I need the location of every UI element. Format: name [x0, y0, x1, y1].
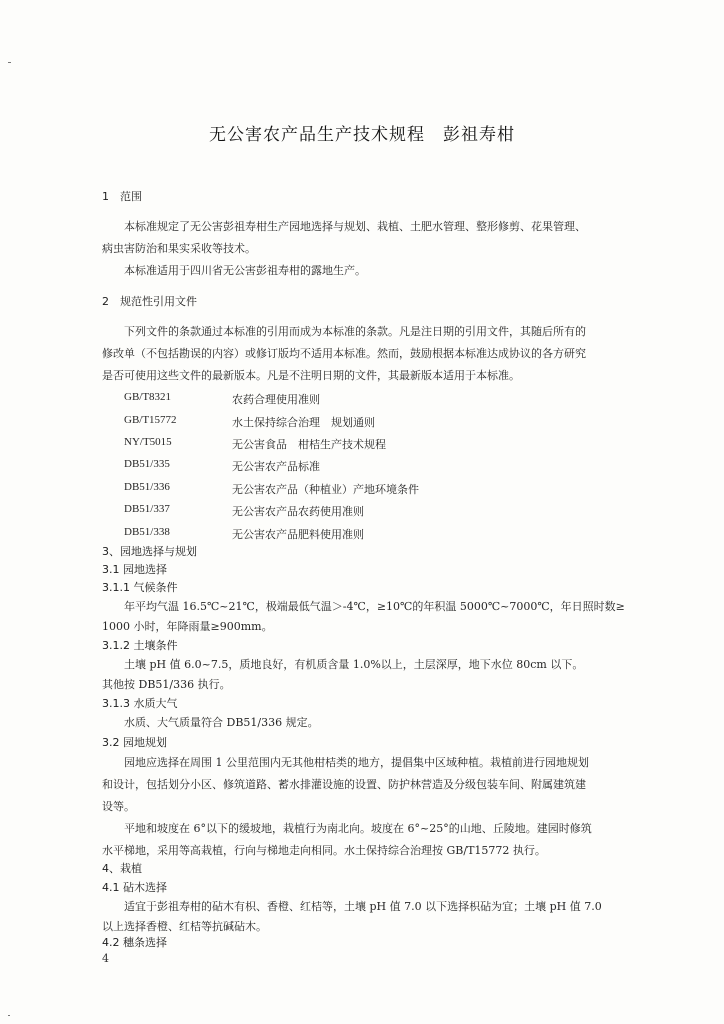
paragraph-line: 水质、大气质量符合 DB51/336 规定。	[124, 716, 319, 729]
paragraph-line: 本标准规定了无公害彭祖寿柑生产园地选择与规划、栽植、土肥水管理、整形修剪、花果管理、	[124, 220, 586, 233]
section-3-1-heading: 3.1 园地选择	[102, 563, 167, 576]
reference-code: DB51/336	[124, 481, 170, 493]
reference-code: GB/T15772	[124, 414, 177, 426]
reference-code: DB51/338	[124, 526, 170, 538]
section-3-1-3-heading: 3.1.3 水质大气	[102, 697, 178, 710]
reference-code: GB/T8321	[124, 391, 172, 403]
scan-edge-mark	[8, 1015, 10, 1016]
paragraph-line: 以上选择香橙、红桔等抗碱砧木。	[102, 920, 267, 933]
section-2-heading: 2 规范性引用文件	[102, 295, 197, 308]
section-4-heading: 4、栽植	[102, 862, 142, 875]
paragraph-line: 和设计，包括划分小区、修筑道路、蓄水排灌设施的设置、防护林营造及分级包装车间、附属建筑建	[102, 778, 586, 791]
paragraph-line: 其他按 DB51/336 执行。	[102, 678, 231, 691]
reference-title: 无公害农产品农药使用准则	[232, 505, 364, 518]
paragraph-line: 园地应选择在周围 1 公里范围内无其他柑桔类的地方，提倡集中区域种植。栽植前进行园地规划	[124, 756, 589, 769]
paragraph-line: 是否可使用这些文件的最新版本。凡是不注明日期的文件，其最新版本适用于本标准。	[102, 369, 520, 382]
reference-code: NY/T5015	[124, 436, 172, 448]
section-4-1-heading: 4.1 砧木选择	[102, 881, 167, 894]
section-3-heading: 3、园地选择与规划	[102, 545, 197, 558]
reference-title: 无公害农产品（种植业）产地环境条件	[232, 483, 419, 496]
page-number: 4	[102, 952, 109, 965]
reference-title: 无公害农产品肥料使用准则	[232, 528, 364, 541]
scan-edge-mark	[8, 62, 11, 63]
section-1-heading: 1 范围	[102, 190, 142, 203]
paragraph-line: 下列文件的条款通过本标准的引用而成为本标准的条款。凡是注日期的引用文件，其随后所有的	[124, 325, 586, 338]
paragraph-line: 病虫害防治和果实采收等技术。	[102, 242, 256, 255]
reference-title: 农药合理使用准则	[232, 393, 320, 406]
section-4-2-heading: 4.2 穗条选择	[102, 936, 167, 949]
document-title: 无公害农产品生产技术规程 彭祖寿柑	[209, 125, 515, 145]
section-3-1-2-heading: 3.1.2 土壤条件	[102, 639, 178, 652]
paragraph-line: 修改单（不包括勘误的内容）或修订版均不适用本标准。然而，鼓励根据本标准达成协议的各方研究	[102, 347, 586, 360]
paragraph-line: 1000 小时，年降雨量≥900mm。	[102, 620, 273, 633]
paragraph-line: 本标准适用于四川省无公害彭祖寿柑的露地生产。	[124, 264, 366, 277]
reference-title: 无公害农产品标准	[232, 460, 320, 473]
reference-title: 无公害食品 柑桔生产技术规程	[232, 438, 386, 451]
section-3-2-heading: 3.2 园地规划	[102, 736, 167, 749]
paragraph-line: 水平梯地，采用等高栽植，行向与梯地走向相同。水土保持综合治理按 GB/T15772 执行。	[102, 844, 546, 857]
reference-code: DB51/335	[124, 458, 170, 470]
paragraph-line: 平地和坡度在 6°以下的缓坡地，栽植行为南北向。坡度在 6°~25°的山地、丘陵地。建园时修筑	[124, 822, 592, 835]
paragraph-line: 年平均气温 16.5℃~21℃，极端最低气温＞-4℃，≥10℃的年积温 5000℃~7000℃，年日照时数≥	[124, 600, 625, 613]
paragraph-line: 设等。	[102, 800, 135, 813]
reference-code: DB51/337	[124, 503, 170, 515]
paragraph-line: 土壤 pH 值 6.0~7.5，质地良好，有机质含量 1.0%以上，土层深厚，地下水位 80cm 以下。	[124, 658, 584, 671]
reference-title: 水土保持综合治理 规划通则	[232, 416, 375, 429]
paragraph-line: 适宜于彭祖寿柑的砧木有枳、香橙、红桔等，土壤 pH 值 7.0 以下选择枳砧为宜；土壤 pH 值 7.0	[124, 900, 602, 913]
section-3-1-1-heading: 3.1.1 气候条件	[102, 581, 178, 594]
